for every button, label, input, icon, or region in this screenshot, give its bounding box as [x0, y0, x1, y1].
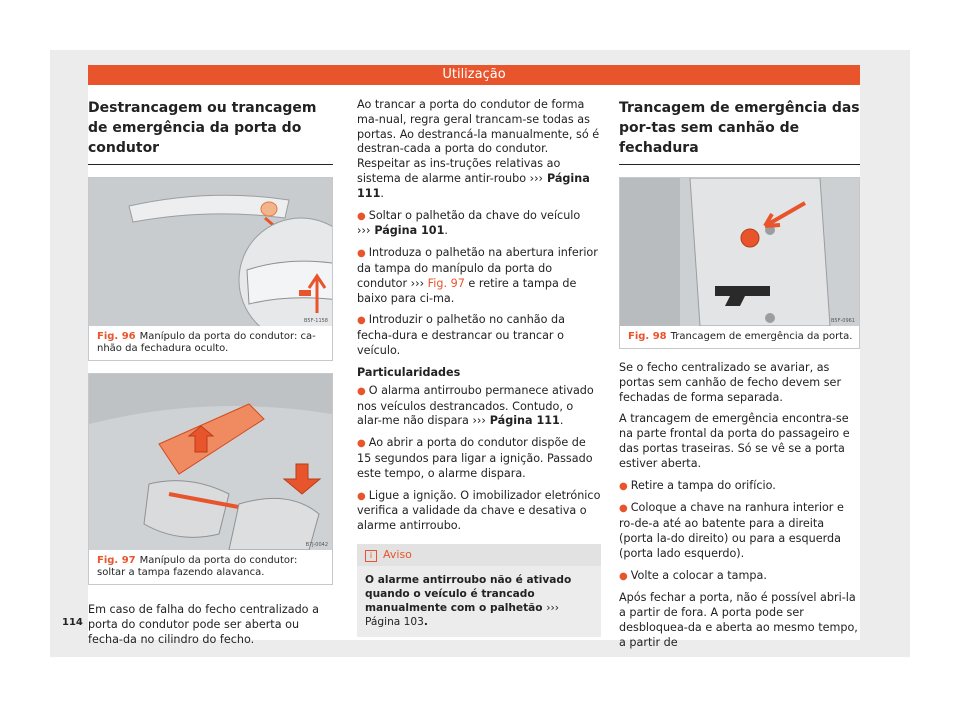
figure-97-code: B7J-0042 [305, 542, 328, 548]
subheading-particularidades: Particularidades [357, 365, 461, 379]
step-item: ● Introduza o palhetão na abertura inferior da tampa do manípulo da porta do condutor ››› Fig. 97 e retire a tampa de baixo para ci-ma. [357, 246, 598, 305]
heading-emergency-driver-door: Destrancagem ou trancagem de emergência da porta do condutor [88, 98, 333, 165]
link-page-103[interactable]: Página 103 [365, 615, 424, 628]
page-number: 114 [62, 617, 83, 628]
partic-item: ● Ao abrir a porta do condutor dispõe de 15 segundos para ligar a ignição. Passado este tempo, o alarme dispara. [357, 436, 593, 480]
door-lock-illustration [620, 178, 859, 326]
col3-paragraph-2: A trancagem de emergência encontra-se na parte frontal da porta do passageiro e das portas traseiras. Só se vê se a porta estiver aberta. [619, 412, 850, 470]
bullet-icon: ● [357, 315, 366, 327]
figure-97-caption [89, 550, 332, 584]
col3-paragraph-1: Se o fecho centralizado se avariar, as portas sem canhão de fecho devem ser fechadas de forma separada. [619, 361, 842, 404]
warning-body: O alarme antirroubo não é ativado quando o veículo é trancado manualmente com o palhetão ››› Página 103. [365, 573, 572, 628]
figure-97 [88, 373, 333, 585]
figure-98-caption-text: Trancagem de emergência da porta. [670, 331, 853, 342]
figure-96 [88, 177, 333, 361]
bullet-icon: ● [357, 385, 366, 397]
column-2 [357, 98, 601, 637]
figure-96-caption-text: Manípulo da porta do condutor: ca-nhão da fechadura oculto. [97, 331, 316, 354]
figure-97-caption-text: Manípulo da porta do condutor: soltar a tampa fazendo alavanca. [97, 555, 298, 578]
link-page-111[interactable]: Página 111 [357, 171, 590, 200]
figure-98-number: Fig. 98 [628, 331, 667, 342]
bullet-icon: ● [357, 210, 366, 222]
figure-96-code: B5F-1158 [303, 318, 328, 324]
bullet-icon: ● [619, 570, 628, 582]
heading-emergency-lock-doors: Trancagem de emergência das por-tas sem canhão de fechadura [619, 98, 860, 165]
figure-98-caption [620, 326, 859, 348]
col3-step: ● Retire a tampa do orifício. [619, 478, 776, 492]
bullet-icon: ● [619, 480, 628, 492]
figure-96-caption [89, 326, 332, 360]
figure-98-code: B5F-0961 [830, 318, 855, 324]
col2-intro: Ao trancar a porta do condutor de forma ma-nual, regra geral trancam-se todas as portas. Ao destrancá-la manualmente, só é destran-cada a porta do condutor. Respeitar as ins-truções relativas ao sistema de alarme antir-roubo ››› Página 111. [357, 98, 600, 200]
door-handle-illustration [89, 178, 332, 326]
figure-97-number: Fig. 97 [97, 555, 136, 566]
link-page-101[interactable]: Página 101 [374, 224, 445, 238]
info-icon: i [365, 550, 377, 562]
section-header: Utilização [88, 65, 860, 85]
warning-title: i Aviso [357, 544, 601, 566]
link-page-111[interactable]: Página 111 [489, 414, 560, 428]
col3-step: ● Coloque a chave na ranhura interior e ro-de-a até ao batente para a direita (porta la-do direito) ou para a esquerda (porta lado esquerdo). [619, 501, 844, 560]
bullet-icon: ● [357, 438, 366, 450]
step-item: ● Soltar o palhetão da chave do veículo ››› Página 101. [357, 208, 581, 238]
col1-paragraph: Em caso de falha do fecho centralizado a porta do condutor pode ser aberta ou fecha-da no cilindro do fecho. [88, 603, 319, 646]
figure-96-image [89, 178, 332, 326]
figure-96-number: Fig. 96 [97, 331, 136, 342]
figure-98 [619, 177, 860, 349]
partic-item: ● O alarma antirroubo permanece ativado nos veículos destrancados. Contudo, o alar-me não dispara ››› Página 111. [357, 383, 594, 428]
step-item: ● Introduzir o palhetão no canhão da fecha-dura e destrancar ou trancar o veículo. [357, 313, 566, 357]
column-1 [88, 98, 333, 654]
link-fig-97[interactable]: Fig. 97 [427, 276, 465, 290]
figure-98-image [620, 178, 859, 326]
column-3 [619, 98, 860, 658]
partic-item: ● Ligue a ignição. O imobilizador eletrónico verifica a validade da chave e desativa o alarme antirroubo. [357, 488, 601, 533]
figure-97-image [89, 374, 332, 550]
col3-paragraph-3: Após fechar a porta, não é possível abri-la a partir de fora. A porta pode ser desbloquea-da e aberta ao mesmo tempo, a partir de [619, 591, 858, 649]
lever-cap-illustration [89, 374, 332, 550]
bullet-icon: ● [357, 490, 366, 502]
warning-box [357, 544, 601, 637]
bullet-icon: ● [357, 248, 366, 260]
col3-step: ● Volte a colocar a tampa. [619, 568, 767, 582]
bullet-icon: ● [619, 503, 628, 515]
